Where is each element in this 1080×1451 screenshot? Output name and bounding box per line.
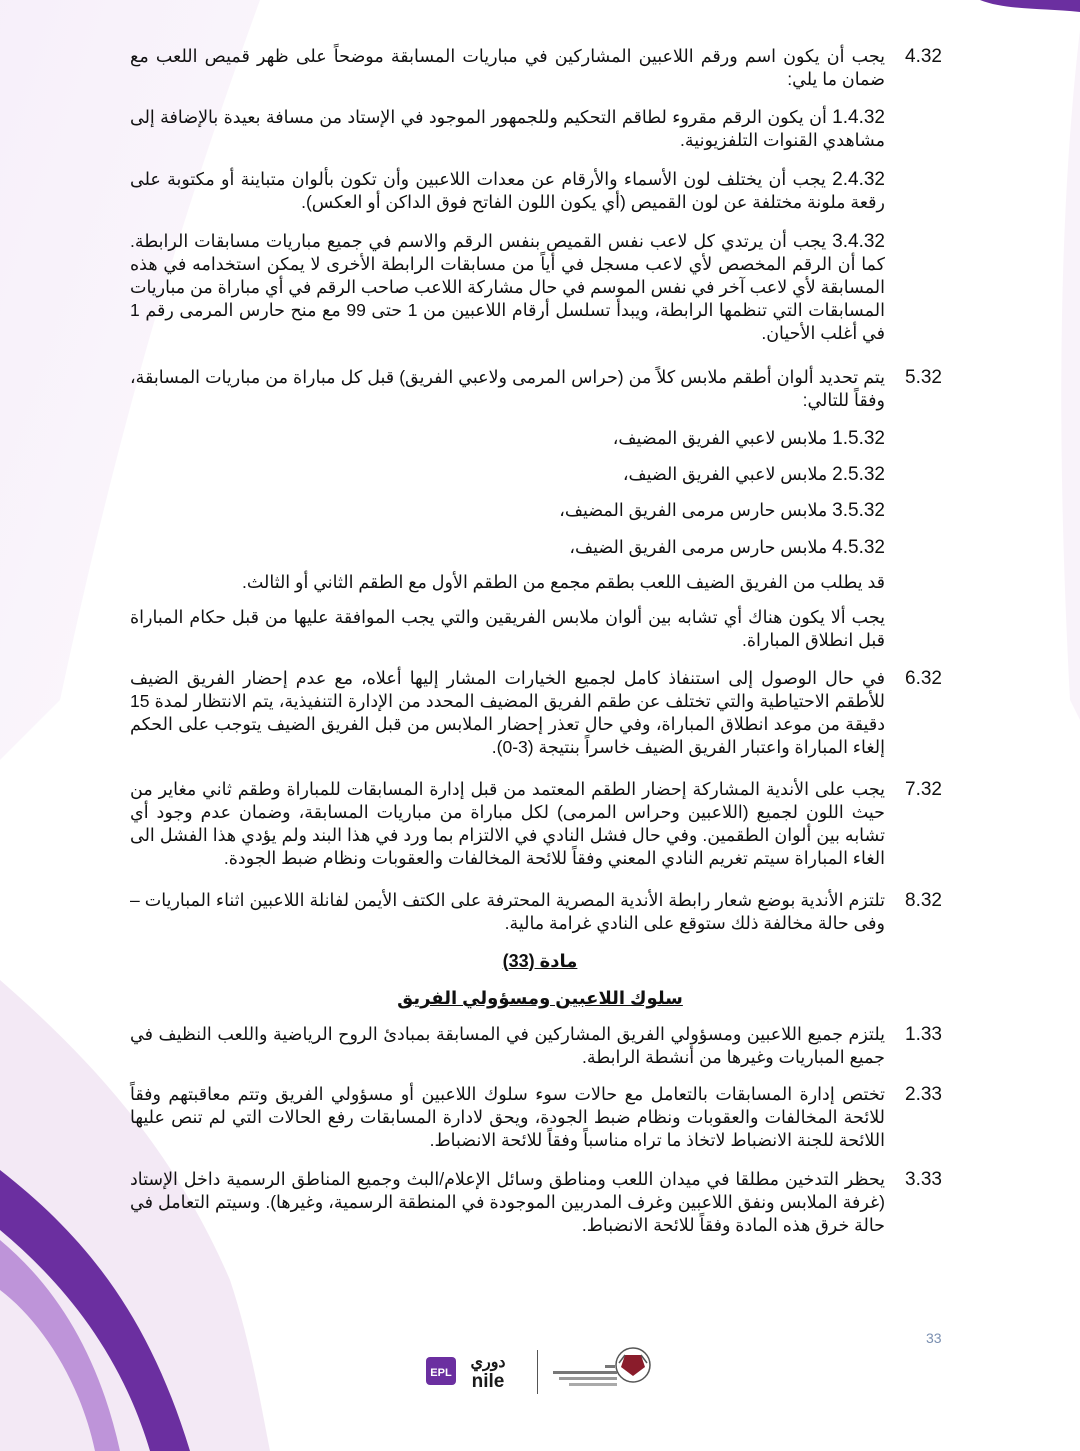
subclause bbox=[130, 463, 885, 486]
clause-number: 6.32 bbox=[905, 668, 942, 689]
svg-text:EPL: EPL bbox=[430, 1367, 452, 1379]
clause-number: 3.33 bbox=[905, 1169, 942, 1190]
subclause bbox=[130, 499, 885, 522]
clause-number: 1.33 bbox=[905, 1024, 942, 1045]
subclause-number: 3.4.32 bbox=[832, 231, 885, 252]
clause-number: 8.32 bbox=[905, 890, 942, 911]
note-paragraph: يجب ألا يكون هناك أي تشابه بين ألوان ملابس الفريقين والتي يجب الموافقة عليها من قبل حكام المباراة قبل انطلاق المباراة. bbox=[130, 607, 885, 650]
clause-number: 4.32 bbox=[905, 46, 942, 67]
clause-text: تلتزم الأندية بوضع شعار رابطة الأندية المصرية المحترفة على الكتف الأيمن لفانلة اللاعبين اثناء المباريات – وفى حالة مخالفة ذلك ستوقع على النادي غرامة مالية. bbox=[130, 890, 885, 933]
svg-text:nile: nile bbox=[471, 1371, 505, 1391]
subclause-number: 1.4.32 bbox=[832, 107, 885, 128]
football-association-icon bbox=[545, 1343, 655, 1395]
subclause-number: 3.5.32 bbox=[832, 500, 885, 521]
subclause-number: 1.5.32 bbox=[832, 428, 885, 449]
clause-text: يتم تحديد ألوان أطقم ملابس كلاً من (حراس المرمى ولاعبي الفريق) قبل كل مباراة من مباريات المسابقة، وفقاً للتالي: bbox=[130, 367, 885, 410]
clause-text: يحظر التدخين مطلقا في ميدان اللعب ومناطق وسائل الإعلام/البث وجميع المناطق الرسمية داخل الإستاد (غرفة الملابس ونفق اللاعبين وغرف المدربين الموجودة في المنطقة الرسمية، وغيرها). وسيتم التعامل في حالة خرق هذه المادة وفقاً للائحة الانضباط. bbox=[130, 1169, 885, 1235]
association-logo bbox=[545, 1343, 655, 1395]
clause-number: 2.33 bbox=[905, 1084, 942, 1105]
clause-number: 7.32 bbox=[905, 779, 942, 800]
page-number: 33 bbox=[926, 1330, 942, 1346]
subclause-text: يجب أن يختلف لون الأسماء والأرقام عن معدات اللاعبين وأن تكون بألوان متباينة أو مكتوبة على رقعة ملونة مختلفة عن لون القميص (أي يكون اللون الفاتح فوق الداكن أو العكس). bbox=[130, 169, 885, 212]
subclause-number: 4.5.32 bbox=[832, 537, 885, 558]
clause-text: في حال الوصول إلى استنفاذ كامل لجميع الخيارات المشار إليها أعلاه، مع عدم إحضار الفريق الضيف للأطقم الاحتياطية والتي تختلف عن طقم الفريق المضيف المحدد من الإدارة التنفيذية، يتم الانتظار لمدة 15 دقيقة من موعد انطلاق المباراة، وفي حال تعذر إحضار الملابس من قبل الفريق الضيف يتوجب على الحكم إلغاء المباراة واعتبار الفريق الضيف خاسراً بنتيجة (3-0). bbox=[130, 668, 885, 757]
subclause bbox=[130, 536, 885, 559]
subclause-number: 2.5.32 bbox=[832, 464, 885, 485]
clause-number: 5.32 bbox=[905, 367, 942, 388]
subclause-text: ملابس حارس مرمى الفريق الضيف، bbox=[569, 537, 828, 557]
subclause-text: ملابس حارس مرمى الفريق المضيف، bbox=[559, 500, 828, 520]
subclause bbox=[130, 230, 885, 345]
subclause-number: 2.4.32 bbox=[832, 169, 885, 190]
subclause-text: ملابس لاعبي الفريق المضيف، bbox=[612, 428, 828, 448]
svg-text:دوري: دوري bbox=[470, 1354, 506, 1371]
logo-divider bbox=[537, 1350, 538, 1394]
subclause-text: ملابس لاعبي الفريق الضيف، bbox=[622, 464, 828, 484]
subclause bbox=[130, 427, 885, 450]
clause-text: تختص إدارة المسابقات بالتعامل مع حالات سوء سلوك اللاعبين أو مسؤولي الفريق وتتم معاقبتهم وفقاً للائحة المخالفات والعقوبات ونظام ضبط الجودة، ويحق لادارة المسابقات رفع الحالات التي لم تنص عليها اللائحة للجنة الانضباط لاتخاذ ما تراه مناسباً وفقاً للائحة الانضباط. bbox=[130, 1084, 885, 1150]
subclause-text: يجب أن يرتدي كل لاعب نفس القميص بنفس الرقم والاسم في جميع مباريات مسابقات الرابطة. كما أن الرقم المخصص لأي لاعب مسجل في أياً من مسابقات الرابطة الأخرى لا يمكن استخدامه في هذه المسابقة لأي لاعب آخر في نفس الموسم في حال مشاركة اللاعب صاحب الرقم في أي مباراة من مباريات المسابقات التي تنظمها الرابطة، ويبدأ تسلسل أرقام اللاعبين من 1 حتى 99 مع منح حارس المرمى رقم 1 في أغلب الأحيان. bbox=[130, 231, 885, 343]
subclause-text: أن يكون الرقم مقروء لطاقم التحكيم وللجمهور الموجود في الإستاد من مسافة بعيدة بالإضافة إلى مشاهدي القنوات التلفزيونية. bbox=[130, 107, 885, 150]
note-paragraph: قد يطلب من الفريق الضيف اللعب بطقم مجمع من الطقم الأول مع الطقم الثاني أو الثالث. bbox=[241, 572, 885, 592]
subclause bbox=[130, 168, 885, 214]
clause-text: يجب أن يكون اسم ورقم اللاعبين المشاركين في مباريات المسابقة موضحاً على ظهر قميص اللعب مع ضمان ما يلي: bbox=[130, 46, 885, 89]
epl-logo-icon bbox=[426, 1349, 520, 1391]
epl-nile-logo bbox=[426, 1349, 520, 1391]
article-title: مادة (33) bbox=[502, 951, 578, 971]
subclause bbox=[130, 106, 885, 152]
clause-text: يلتزم جميع اللاعبين ومسؤولي الفريق المشاركين في المسابقة بمبادئ الروح الرياضية واللعب النظيف في جميع المباريات وغيرها من أنشطة الرابطة. bbox=[130, 1024, 885, 1067]
clause-text: يجب على الأندية المشاركة إحضار الطقم المعتمد من قبل إدارة المسابقات للمباراة وطقم ثاني مغاير من حيث اللون لجميع (اللاعبين وحراس المرمى) لكل مباراة من مباريات المسابقة، وضمان عدم وجود أي تشابه بين ألوان الطقمين. وفي حال فشل النادي في الالتزام بما ورد في هذا البند ولم يؤدي هذا الفشل الى الغاء المباراة سيتم تغريم النادي المعني وفقاً للائحة المخالفات والعقوبات ونظام ضبط الجودة. bbox=[130, 779, 885, 868]
article-subtitle: سلوك اللاعبين ومسؤولي الفريق bbox=[397, 988, 683, 1008]
